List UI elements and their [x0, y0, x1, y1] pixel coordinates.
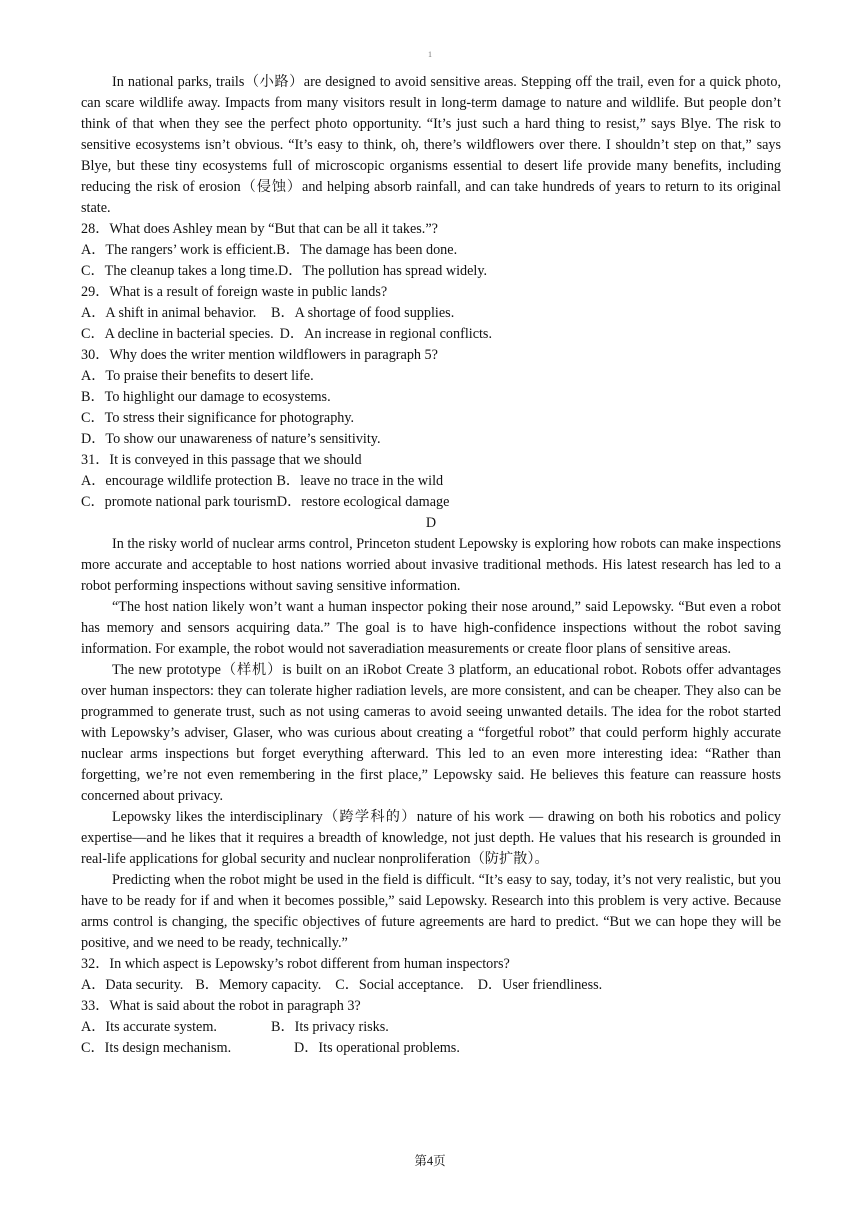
- question-32-stem: 32．In which aspect is Lepowsky’s robot different from human inspectors?: [81, 956, 510, 972]
- question-29-option-c: C．A decline in bacterial species.: [81, 326, 274, 342]
- question-30-option-a: A．To praise their benefits to desert life.: [81, 368, 314, 384]
- question-30-option-b: B．To highlight our damage to ecosystems.: [81, 389, 331, 405]
- question-29-options-ab: [81, 303, 781, 324]
- question-29-option-d: D．An increase in regional conflicts.: [279, 326, 493, 342]
- question-31-option-d: D．restore ecological damage: [276, 494, 450, 510]
- question-33-option-d: D．Its operational problems.: [294, 1040, 460, 1056]
- question-32-option-a: A．Data security.: [81, 977, 184, 993]
- question-31-options-ab: [81, 471, 781, 492]
- question-31-stem: 31．It is conveyed in this passage that we should: [81, 452, 362, 468]
- question-33-option-c: C．Its design mechanism.: [81, 1040, 232, 1056]
- question-29-stem: 29．What is a result of foreign waste in public lands?: [81, 284, 388, 300]
- section-d-heading: D: [425, 515, 437, 531]
- question-29-option-b: B．A shortage of food supplies.: [271, 305, 455, 321]
- question-33-stem: 33．What is said about the robot in paragraph 3?: [81, 998, 361, 1014]
- question-29-options-cd: [81, 324, 781, 345]
- question-33-options-cd: [81, 1038, 781, 1059]
- question-31-option-c: C．promote national park tourism: [81, 494, 277, 510]
- question-32-option-c: C．Social acceptance.: [335, 977, 464, 993]
- question-28-options-cd: [81, 261, 781, 282]
- question-28-option-a: A．The rangers’ work is efficient.: [81, 242, 277, 258]
- passage-d-paragraph-4: Lepowsky likes the interdisciplinary（跨学科的）nature of his work — drawing on both his robotics and policy expertise—and he likes that it requires a breadth of knowledge, not just depth. He values that his research is grounded in real-life applications for global security and nuclear nonproliferation（防扩散）。: [81, 809, 781, 867]
- passage-d-paragraph-3: The new prototype（样机）is built on an iRobot Create 3 platform, an educational robot. Robots offer advantages over human inspectors: they can tolerate higher radiation levels, are more consistent, and can be cheaper. They also can be programmed to generate trust, such as not using cameras to avoid seeing unwanted details. The idea for the robot started with Lepowsky’s adviser, Glaser, who was curious about creating a “forgetful robot” that could perform highly accurate nuclear arms inspections but forget everything afterward. This led to an even more interesting idea: “Rather than forgetting, we’re not even remembering in the first place,” Lepowsky said. He believes this feature can reassure hosts concerned about privacy.: [81, 662, 781, 804]
- question-30-option-c: C．To stress their significance for photography.: [81, 410, 355, 426]
- page-content: [81, 72, 781, 1059]
- question-33-option-b: B．Its privacy risks.: [271, 1019, 389, 1035]
- passage-d-paragraph-1: In the risky world of nuclear arms control, Princeton student Lepowsky is exploring how robots can make inspections more accurate and acceptable to host nations worried about invasive traditional methods. His latest research has led to a robot performing inspections without saving sensitive information.: [81, 536, 781, 594]
- question-32-option-d: D．User friendliness.: [477, 977, 603, 993]
- question-28-option-b: B．The damage has been done.: [276, 242, 458, 258]
- question-28-options-ab: [81, 240, 781, 261]
- question-29-option-a: A．A shift in animal behavior.: [81, 305, 257, 321]
- page-number-footer: 第4页: [414, 1154, 446, 1168]
- question-30-option-d: D．To show our unawareness of nature’s sensitivity.: [81, 431, 381, 447]
- header-mark: 1: [428, 50, 432, 59]
- passage-d-paragraph-5: Predicting when the robot might be used in the field is difficult. “It’s easy to say, today, it’s not very realistic, but you have to be ready for if and when it becomes possible,” said Lepowsky. Research into this problem is very active. Because arms control is changing, the specific objectives of future agreements are hard to predict. “But we can hope they will be positive, and we need to be ready, technically.”: [81, 872, 781, 951]
- passage-d-paragraph-2: “The host nation likely won’t want a human inspector poking their nose around,” said Lepowsky. “But even a robot has memory and sensors acquiring data.” The goal is to have high-confidence inspections without the robot saving information. For example, the robot would not saveradiation measurements or create floor plans of sensitive areas.: [81, 599, 781, 657]
- question-33-options-ab: [81, 1017, 781, 1038]
- question-28-option-c: C．The cleanup takes a long time.: [81, 263, 278, 279]
- question-32-options: [81, 975, 781, 996]
- question-31-option-a: A．encourage wildlife protection: [81, 473, 273, 489]
- question-32-option-b: B．Memory capacity.: [195, 977, 322, 993]
- question-28-stem: 28．What does Ashley mean by “But that can be all it takes.”?: [81, 221, 438, 237]
- question-33-option-a: A．Its accurate system.: [81, 1019, 217, 1035]
- question-31-options-cd: [81, 492, 781, 513]
- passage-c-paragraph: In national parks, trails（小路）are designed to avoid sensitive areas. Stepping off the trail, even for a quick photo, can scare wildlife away. Impacts from many visitors result in long-term damage to nature and wildlife. But people don’t think of that when they see the perfect photo opportunity. “It’s just such a hard thing to resist,” says Blye. The risk to sensitive ecosystems isn’t obvious. “It’s easy to think, oh, there’s wildflowers over there. I shouldn’t step on that,” says Blye, but these tiny ecosystems full of microscopic organisms essential to desert life provide many benefits, including reducing the risk of erosion（侵蚀）and helping absorb rainfall, and can take hundreds of years to return to its original state.: [81, 74, 781, 216]
- question-30-stem: 30．Why does the writer mention wildflowers in paragraph 5?: [81, 347, 438, 363]
- question-31-option-b: B．leave no trace in the wild: [276, 473, 444, 489]
- question-28-option-d: D．The pollution has spread widely.: [278, 263, 488, 279]
